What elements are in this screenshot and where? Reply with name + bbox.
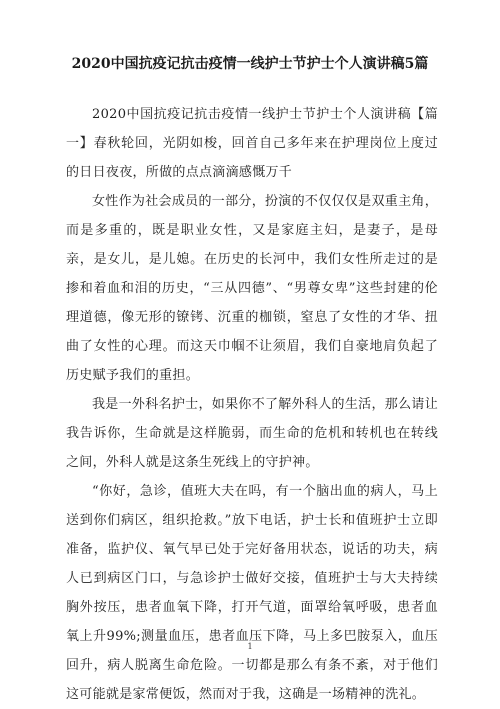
paragraph-2: 女性作为社会成员的一部分，扮演的不仅仅仅是双重主角，而是多重的，既是职业女性，又是家庭主妇，是妻子，是母亲，是女儿，是儿媳。在历史的长河中，我们女性所走过的是掺和着血和泪的历史，“三从四德”、“男尊女卑”这些封建的伦理道德，像无形的镣铐、沉重的枷锁，窒息了女性的才华、扭曲了女性的心理。而这天巾帼不让须眉，我们自豪地肩负起了历史赋予我们的重担。 xyxy=(66,194,438,383)
document-body xyxy=(66,100,438,709)
page-number: 1 xyxy=(247,642,253,651)
paragraph-3: 我是一外科名护士，如果你不了解外科人的生活，那么请让我告诉你，生命就是这样脆弱，而生命的危机和转机也在转线之间，外科人就是这条生死线上的守护神。 xyxy=(66,397,438,470)
document-title: 2020中国抗疫记抗击疫情一线护士节护士个人演讲稿5篇 xyxy=(71,56,429,72)
paragraph-1: 2020中国抗疫记抗击疫情一线护士节护士个人演讲稿【篇一】春秋轮回，光阴如梭，回首自己多年来在护理岗位上度过的日日夜夜，所做的点点滴滴感慨万千 xyxy=(66,107,438,180)
paragraph-4: “你好，急诊，值班大夫在吗，有一个脑出血的病人，马上送到你们病区，组织抢救。”放下电话，护士长和值班护士立即准备，监护仪、氧气早已处于完好备用状态，说话的功夫，病人已到病区门口，与急诊护士做好交接，值班护士与大夫持续胸外按压，患者血氧下降，打开气道，面罩给氧呼吸，患者血氧上升99%;测量血压，患者血压下降，马上多巴胺泵入，血压回升，病人脱离生命危险。一切都是那么有条不紊，对于他们这可能就是家常便饭，然而对于我，这确是一场精神的洗礼。 xyxy=(66,484,438,702)
